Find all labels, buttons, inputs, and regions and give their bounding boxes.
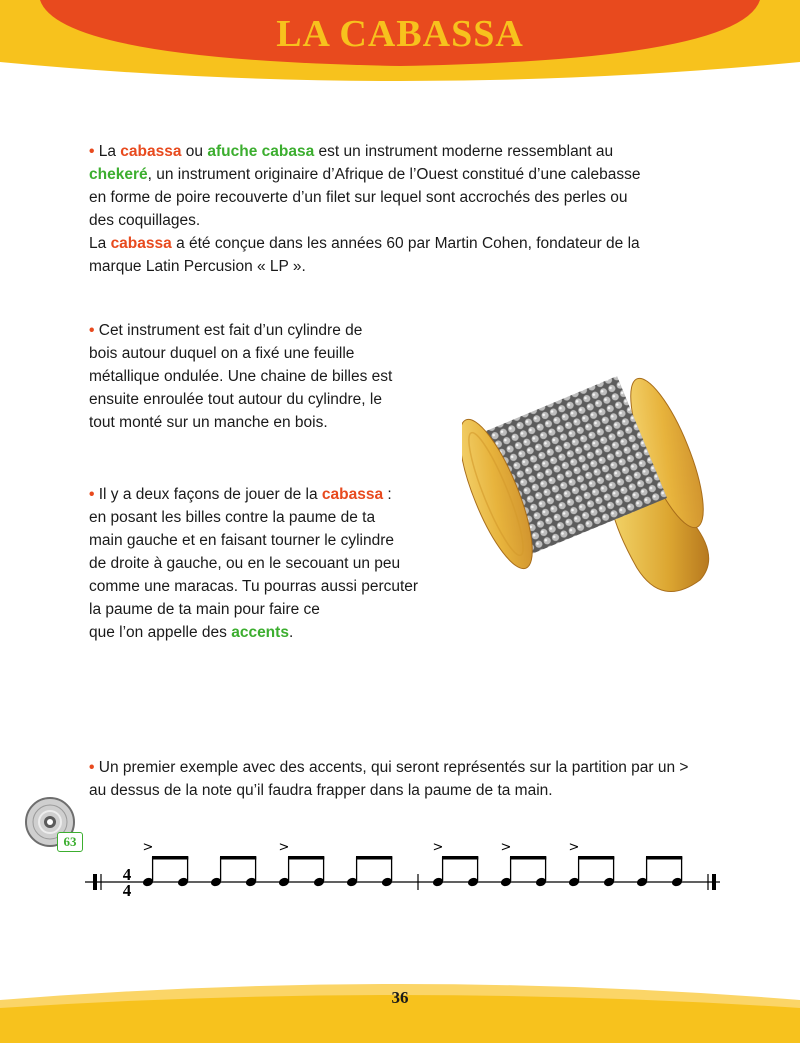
time-signature-top: 4 (122, 865, 132, 884)
time-signature-bottom: 4 (122, 881, 132, 900)
note-beam (288, 856, 324, 860)
eighth-note-pair (636, 856, 684, 888)
note-beam (220, 856, 256, 860)
page-number: 36 (391, 988, 409, 1007)
keyword-cabassa: cabassa (110, 235, 172, 252)
eighth-note-pair (142, 840, 190, 888)
bullet-icon: • (89, 486, 95, 503)
construction-paragraph: • Cet instrument est fait d’un cylindre de bois autour duquel on a fixé une feuille métallique ondulée. Une chaine de billes est ensuite enroulée tout autour du cylindre, le tout monté sur un manche en bois. (89, 322, 393, 431)
note-beam (578, 856, 614, 860)
start-barline (93, 874, 97, 890)
eighth-note-pair (432, 840, 480, 888)
note-beam (356, 856, 392, 860)
note-beam (646, 856, 682, 860)
cabasa-illustration (462, 318, 722, 608)
accent-mark: > (568, 840, 580, 855)
accent-mark: > (278, 840, 290, 855)
note-beam (152, 856, 188, 860)
rhythm-score (0, 835, 800, 910)
eighth-note-pair (210, 856, 258, 888)
eighth-note-pair (500, 840, 548, 888)
intro-paragraph: • La cabassa ou afuche cabasa est un instrument moderne ressemblant au chekeré, un instrument originaire d’Afrique de l’Ouest constitué d’une calebasse en forme de poire recouverte d’un filet sur lequel sont accrochés des perles ou des coquillages. La cabassa a été conçue dans les années 60 par Martin Cohen, fondateur de la marque Latin Percusion « LP ». (89, 143, 641, 275)
note-beam (510, 856, 546, 860)
keyword-chekere: chekeré (89, 166, 148, 183)
accent-mark: > (142, 840, 154, 855)
eighth-note-pair (568, 840, 616, 888)
bullet-icon: • (89, 322, 95, 339)
note-beam (442, 856, 478, 860)
playing-paragraph: • Il y a deux façons de jouer de la cabassa : en posant les billes contre la paume de ta main gauche et en faisant tourner le cylindre de droite à gauche, ou en le secouant un peu comme une maracas. Tu pourras aussi percuter la paume de ta main pour faire ce que l’on appelle des accents. (89, 486, 419, 641)
keyword-afuche-cabasa: afuche cabasa (207, 143, 315, 160)
keyword-accents: accents (231, 624, 289, 641)
track-number-badge[interactable]: 63 (57, 832, 83, 852)
bullet-icon: • (89, 759, 95, 776)
example-paragraph: • Un premier exemple avec des accents, qui seront représentés sur la partition par un > au dessus de la note qu’il faudra frapper dans la paume de ta main. (89, 759, 689, 799)
bullet-icon: • (89, 143, 95, 160)
keyword-cabassa: cabassa (120, 143, 182, 160)
eighth-note-pair (346, 856, 394, 888)
eighth-note-pair (278, 840, 326, 888)
accent-mark: > (500, 840, 512, 855)
keyword-cabassa: cabassa (321, 486, 384, 503)
page-title: LA CABASSA (276, 13, 524, 55)
accent-mark: > (432, 840, 444, 855)
